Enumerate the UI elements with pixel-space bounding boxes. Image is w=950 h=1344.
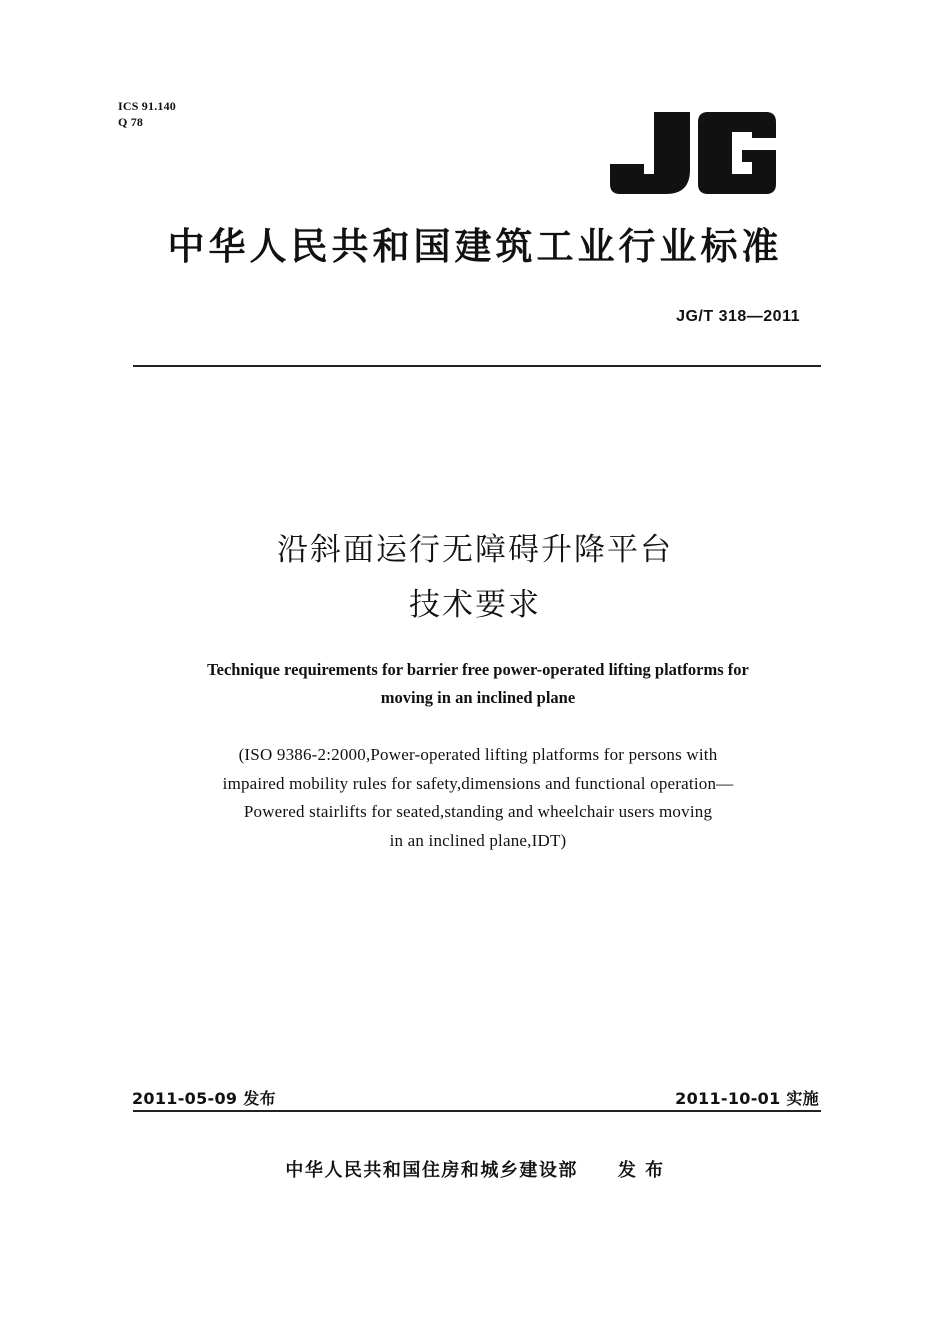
organization-title: 中华人民共和国建筑工业行业标准 [167, 225, 783, 268]
footer-divider [133, 1110, 821, 1112]
jg-logo [610, 112, 776, 194]
publisher-action: 发 布 [617, 1160, 665, 1181]
implementation-date: 2011-10-01 实施 [675, 1089, 819, 1108]
jg-logo-graphic [610, 112, 776, 194]
publisher-line [0, 1156, 950, 1182]
standard-number: JG/T 318—2011 [676, 308, 800, 325]
title-en-line-2: moving in an inclined plane [380, 688, 576, 707]
iso-note-line-3: Powered stairlifts for seated,standing and wheelchair users moving [243, 802, 713, 821]
publisher-name: 中华人民共和国住房和城乡建设部 [285, 1160, 578, 1181]
ccs-code: Q 78 [118, 115, 144, 129]
ics-code: ICS 91.140 [118, 99, 177, 113]
title-cn-line-1: 沿斜面运行无障碍升降平台 [277, 532, 673, 568]
issue-date: 2011-05-09 发布 [132, 1089, 276, 1108]
title-en-line-1: Technique requirements for barrier free power-operated lifting platforms for [207, 660, 749, 679]
iso-note-line-4: in an inclined plane,IDT) [389, 831, 567, 850]
iso-note-line-1: (ISO 9386-2:2000,Power-operated lifting platforms for persons with [238, 745, 718, 764]
header-divider [133, 365, 821, 367]
title-cn-line-2: 技术要求 [409, 587, 541, 623]
iso-note-line-2: impaired mobility rules for safety,dimensions and functional operation— [222, 774, 734, 793]
